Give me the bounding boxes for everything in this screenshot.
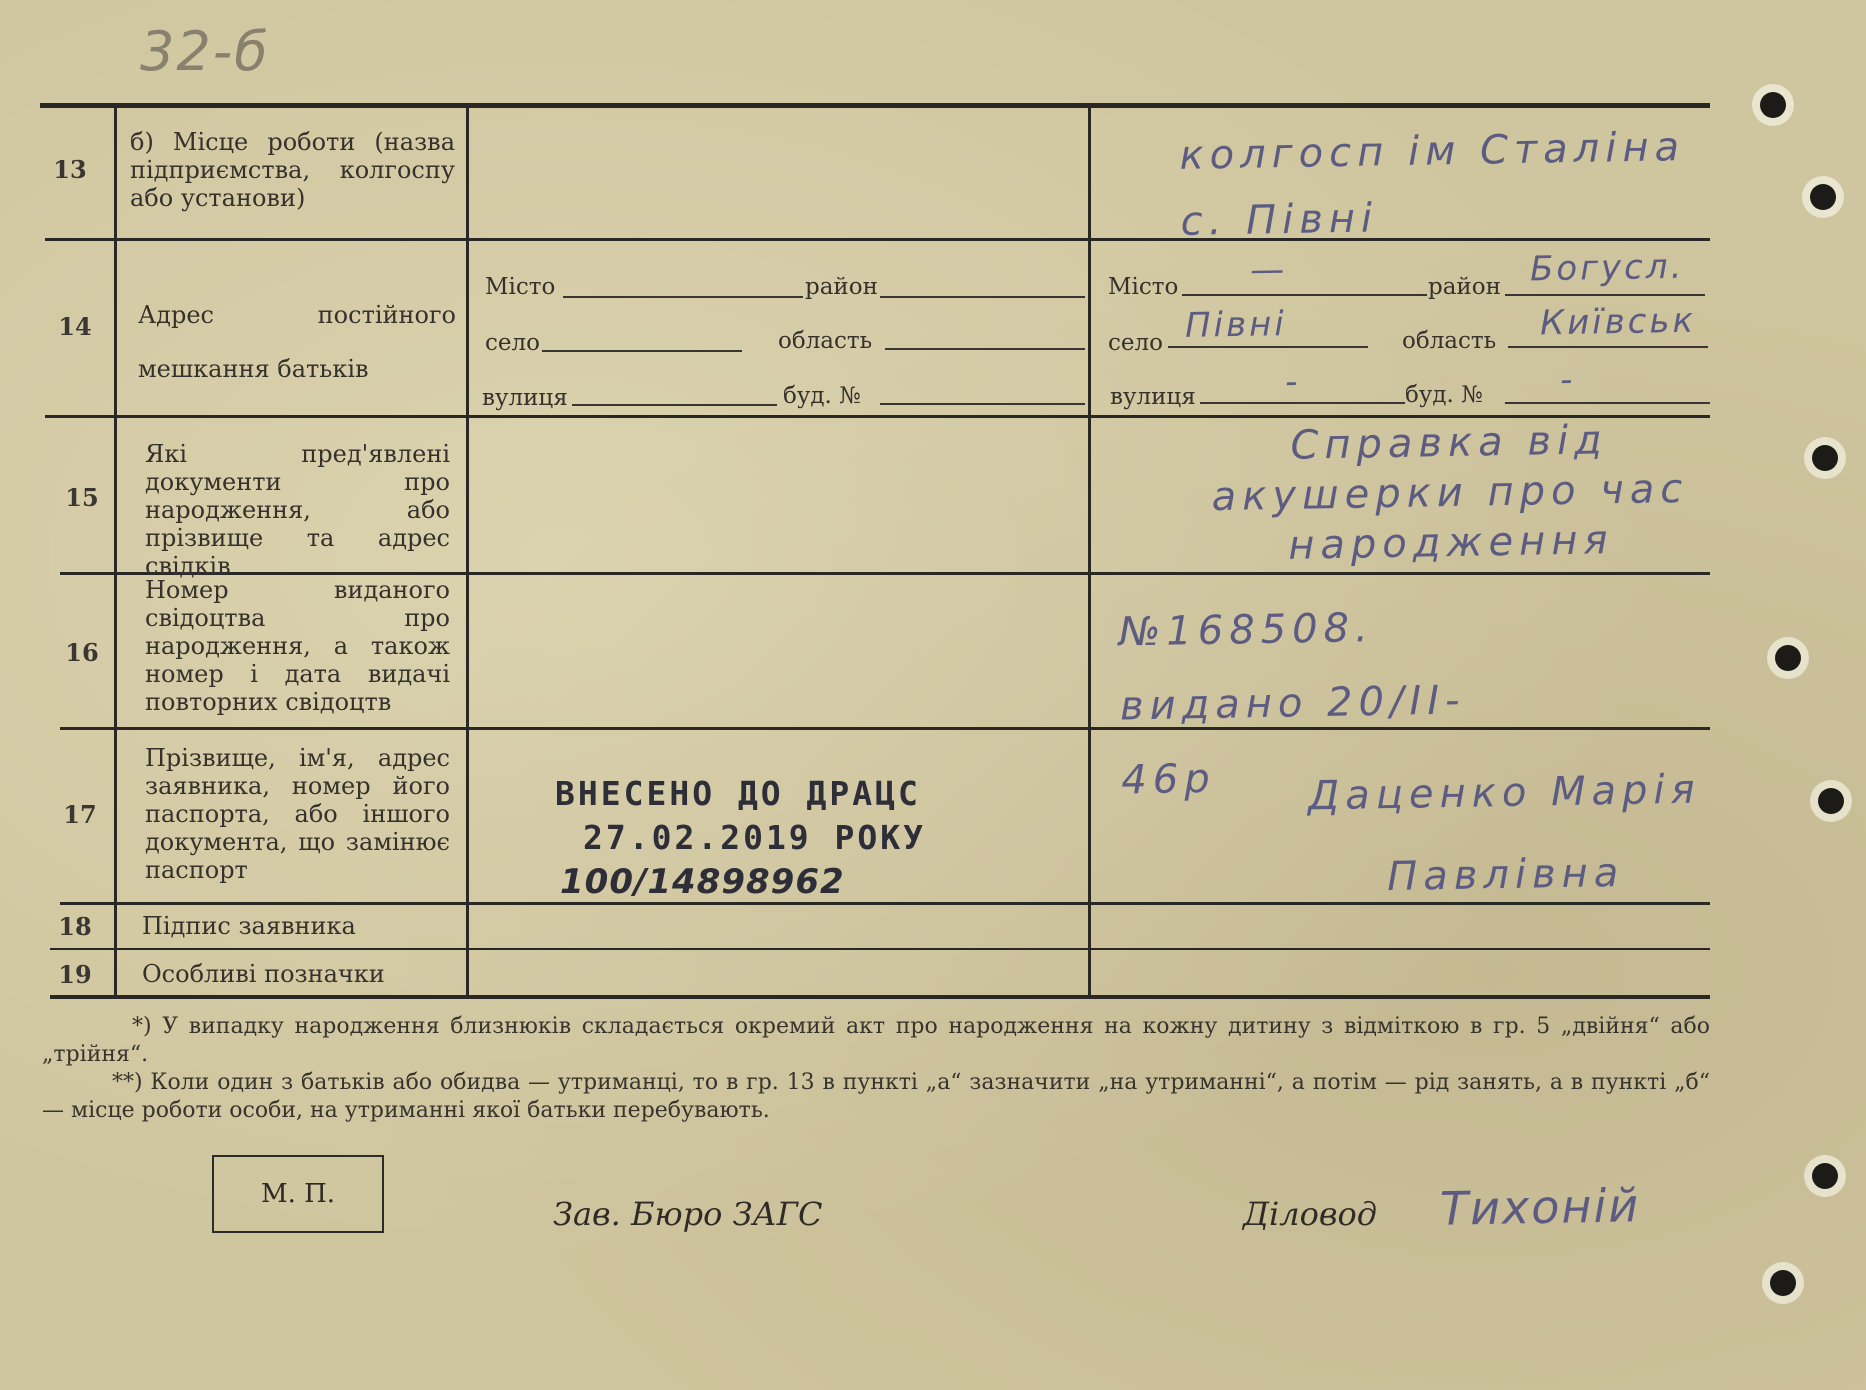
seal-box: М. П. <box>212 1155 384 1233</box>
row-label-applicant: Прізвище, ім'я, адрес заявника, номер його паспорта, або іншого документа, що замінює паспорт <box>145 744 450 884</box>
field-underline <box>572 404 777 406</box>
field-district-label: район <box>1428 274 1501 300</box>
table-top-rule <box>40 103 1710 108</box>
stamp-handwritten-number: 100/14898962 <box>560 862 845 902</box>
binder-hole <box>1810 184 1836 210</box>
handwritten-city: — <box>1249 249 1288 291</box>
row-label-notes: Особливі позначки <box>142 960 385 988</box>
field-city-label: Місто <box>485 274 556 300</box>
clerk-signature: Тихоній <box>1439 1178 1641 1236</box>
row-number: 18 <box>58 912 92 941</box>
handwritten-workplace: колгосп ім Сталіна с. Півні <box>1179 124 1686 245</box>
row-number: 16 <box>65 638 99 667</box>
handwritten-region: Київськ <box>1539 300 1697 344</box>
binder-hole <box>1818 788 1844 814</box>
field-underline <box>542 350 742 352</box>
row-label-address: Адрес постійного мешкання батьків <box>138 301 456 383</box>
handwritten-applicant: Даценко Марія Павлівна <box>1307 766 1701 901</box>
clerk-label: Діловод <box>1243 1195 1378 1233</box>
binder-hole <box>1770 1270 1796 1296</box>
row-number: 19 <box>58 960 92 989</box>
field-underline <box>1508 346 1708 348</box>
stamp-line: 27.02.2019 РОКУ <box>583 818 927 857</box>
archive-page-number: 32-б <box>140 20 270 83</box>
archive-stamp <box>555 772 926 904</box>
field-underline <box>1182 294 1427 296</box>
handwritten-building: - <box>1559 359 1576 401</box>
handwritten-street: - <box>1284 361 1301 403</box>
stamp-line: ВНЕСЕНО ДО ДРАЦС <box>555 774 921 813</box>
column-divider <box>114 106 117 996</box>
row-label-workplace: б) Місце роботи (назва підприємства, колгоспу або установи) <box>130 128 455 212</box>
binder-hole <box>1812 445 1838 471</box>
row-divider <box>50 948 1710 950</box>
footnote-twins: *) У випадку народження близнюків складається окремий акт про народження на кожну дитину з відміткою в гр. 5 „двійня“ або „трійня“. <box>42 1014 1710 1067</box>
field-underline <box>880 296 1085 298</box>
field-underline <box>880 403 1085 405</box>
field-underline <box>1168 346 1368 348</box>
field-street-label: вулиця <box>482 385 568 411</box>
row-label-documents: Які пред'явлені документи про народження, або прізвище та адрес свідків <box>145 440 450 580</box>
handwritten-certificate: №168508. видано 20/II-46р <box>1118 605 1466 804</box>
handwritten-documents: Справка від акушерки про час народження <box>1211 417 1689 569</box>
head-of-registry-label: Зав. Бюро ЗАГС <box>553 1195 823 1233</box>
field-building-label: буд. № <box>783 383 861 409</box>
field-underline <box>885 348 1085 350</box>
field-underline <box>563 296 803 298</box>
field-region-label: область <box>1402 328 1497 354</box>
binder-hole <box>1775 645 1801 671</box>
field-street-label: вулиця <box>1110 384 1196 410</box>
binder-hole <box>1812 1163 1838 1189</box>
column-divider <box>1088 106 1091 996</box>
field-building-label: буд. № <box>1405 382 1483 408</box>
row-number: 13 <box>53 155 87 184</box>
handwritten-village: Півні <box>1184 304 1288 346</box>
column-divider <box>466 106 469 996</box>
field-district-label: район <box>805 274 878 300</box>
table-bottom-rule <box>50 995 1710 999</box>
handwritten-district: Богусл. <box>1529 246 1685 290</box>
field-region-label: область <box>778 328 873 354</box>
row-number: 15 <box>65 483 99 512</box>
row-label-certificate: Номер виданого свідоцтва про народження, а також номер і дата видачі повторних свідоцтв <box>145 576 450 716</box>
field-village-label: село <box>1108 330 1163 356</box>
row-number: 17 <box>63 800 97 829</box>
footnote-dependents: **) Коли один з батьків або обидва — утриманці, то в гр. 13 в пункті „а“ зазначити „на утриманні“, а потім — рід занять, а в пункті „б“ — місце роботи особи, на утриманні якої батьки перебувають. <box>42 1070 1710 1123</box>
field-city-label: Місто <box>1108 274 1179 300</box>
field-underline <box>1505 294 1705 296</box>
field-village-label: село <box>485 330 540 356</box>
row-number: 14 <box>58 312 92 341</box>
field-underline <box>1200 402 1405 404</box>
binder-hole <box>1760 92 1786 118</box>
row-label-signature: Підпис заявника <box>142 912 356 940</box>
field-underline <box>1505 402 1710 404</box>
